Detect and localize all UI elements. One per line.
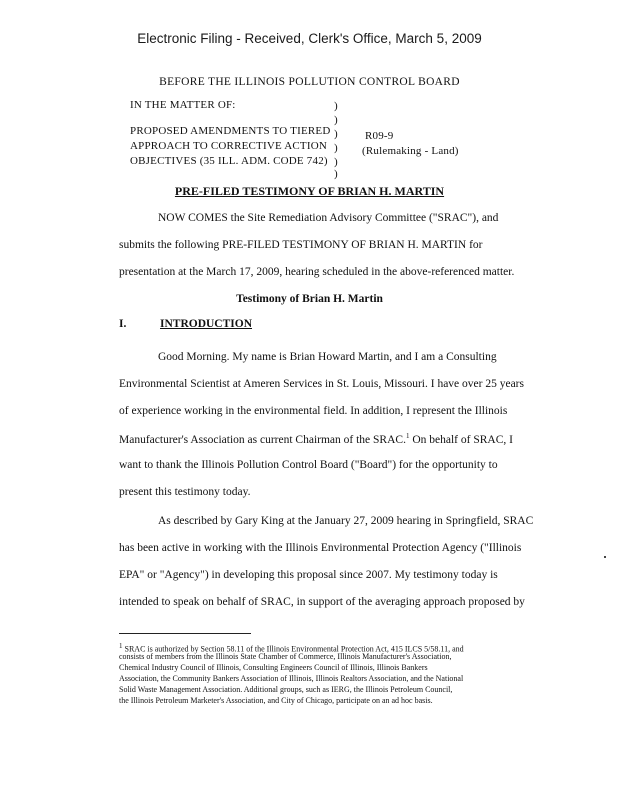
board-heading: BEFORE THE ILLINOIS POLLUTION CONTROL BOARD (159, 76, 460, 88)
body-line: Good Morning. My name is Brian Howard Martin, and I am a Consulting (158, 351, 497, 363)
caption-paren: ) (334, 168, 338, 180)
footnote-line: Chemical Industry Council of Illinois, Consulting Engineers Council of Illinois, Illinois Bankers (119, 663, 428, 672)
caption-line: APPROACH TO CORRECTIVE ACTION (130, 140, 328, 152)
caption-line: IN THE MATTER OF: (130, 99, 236, 111)
body-text: Manufacturer's Association as current Chairman of the SRAC. (119, 433, 406, 446)
caption-paren: ) (334, 128, 338, 140)
body-line: intended to speak on behalf of SRAC, in support of the averaging approach proposed by (119, 596, 525, 608)
body-line: has been active in working with the Illinois Environmental Protection Agency ("Illinois (119, 542, 522, 554)
footnote-line: Solid Waste Management Association. Additional groups, such as IERG, the Illinois Petroleum Council, (119, 685, 453, 694)
body-line: present this testimony today. (119, 486, 251, 498)
caption-paren: ) (334, 142, 338, 154)
body-line: As described by Gary King at the January 27, 2009 hearing in Springfield, SRAC (158, 515, 534, 527)
body-line: EPA" or "Agency") in developing this proposal since 2007. My testimony today is (119, 569, 498, 581)
caption-line: PROPOSED AMENDMENTS TO TIERED (130, 125, 331, 137)
body-line: submits the following PRE-FILED TESTIMONY OF BRIAN H. MARTIN for (119, 239, 483, 251)
body-line: NOW COMES the Site Remediation Advisory Committee ("SRAC"), and (158, 212, 499, 224)
body-line: Environmental Scientist at Ameren Services in St. Louis, Missouri. I have over 25 years (119, 378, 524, 390)
caption-paren: ) (334, 100, 338, 112)
footnote-reference[interactable]: 1 (405, 432, 410, 440)
footnote-line: Association, the Community Bankers Association of Illinois, Illinois Realtors Association, and the National (119, 674, 464, 683)
body-line: of experience working in the environmental field. In addition, I represent the Illinois (119, 405, 508, 417)
section-number: I. (119, 318, 127, 330)
caption-line: OBJECTIVES (35 ILL. ADM. CODE 742) (130, 155, 328, 167)
caption-paren: ) (334, 114, 338, 126)
footnote-rule (119, 633, 251, 634)
testimony-heading: Testimony of Brian H. Martin (236, 293, 383, 305)
docket-type: (Rulemaking - Land) (362, 145, 459, 157)
body-text: On behalf of SRAC, I (409, 433, 513, 446)
footnote-line: consists of members from the Illinois State Chamber of Commerce, Illinois Manufacturer's Association, (119, 652, 452, 661)
body-line: want to thank the Illinois Pollution Control Board ("Board") for the opportunity to (119, 459, 498, 471)
footnote-line: the Illinois Petroleum Marketer's Association, and City of Chicago, participate on an ad hoc basis. (119, 696, 433, 705)
caption-paren: ) (334, 156, 338, 168)
footnote-text: SRAC is authorized by Section 58.11 of the Illinois Environmental Protection Act, 415 ILCS 5/58.11, and (122, 644, 464, 654)
docket-number: R09-9 (365, 130, 394, 142)
section-heading: INTRODUCTION (160, 318, 253, 330)
footnote-marker: 1 (119, 642, 123, 650)
electronic-filing-stamp: Electronic Filing - Received, Clerk's Office, March 5, 2009 (137, 31, 482, 46)
body-line: presentation at the March 17, 2009, hearing scheduled in the above-referenced matter. (119, 266, 515, 278)
body-line (119, 432, 513, 446)
scan-speck (604, 556, 606, 558)
testimony-title: PRE-FILED TESTIMONY OF BRIAN H. MARTIN (174, 184, 445, 198)
